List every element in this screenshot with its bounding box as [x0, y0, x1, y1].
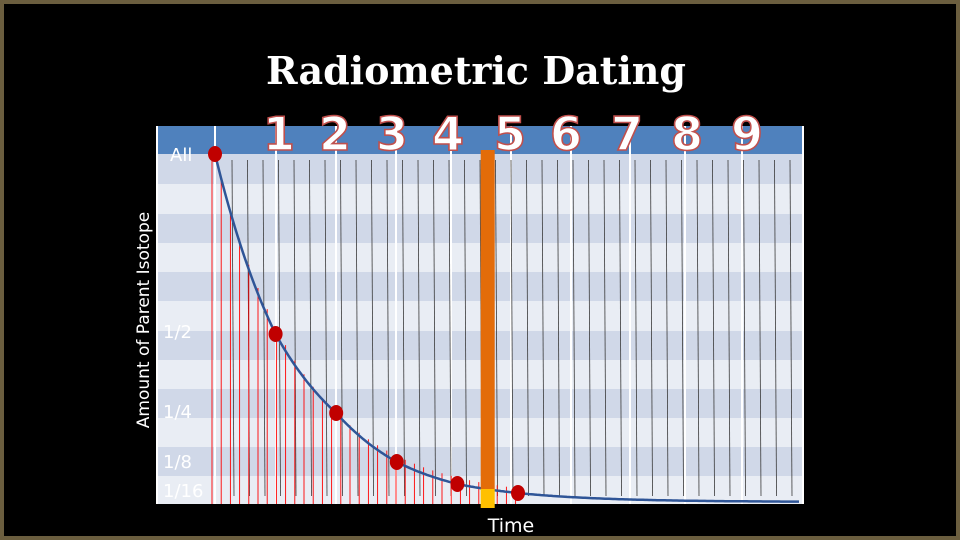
- data-point: [208, 146, 222, 162]
- half-life-number-9: 9: [730, 107, 764, 161]
- header-row: [157, 126, 803, 154]
- table-row: [157, 331, 803, 360]
- data-point: [450, 476, 464, 492]
- half-life-number-4: 4: [431, 107, 465, 161]
- half-life-number-7: 7: [610, 107, 644, 161]
- data-point: [329, 405, 343, 421]
- data-point: [390, 454, 404, 470]
- time-marker-base: [481, 489, 495, 508]
- table-row: [157, 447, 803, 476]
- half-life-number-6: 6: [549, 107, 583, 161]
- half-life-number-5: 5: [493, 107, 527, 161]
- half-life-number-1: 1: [262, 107, 296, 161]
- y-tick-label: 1/4: [163, 402, 192, 423]
- time-marker: [481, 150, 495, 490]
- time-marker-group: [481, 150, 495, 508]
- y-axis-label: Amount of Parent Isotope: [134, 211, 154, 429]
- table-row: [157, 418, 803, 447]
- y-tick-label: All: [170, 145, 193, 166]
- table-row: [157, 243, 803, 272]
- table-row: [157, 360, 803, 389]
- slide-title: Radiometric Dating: [266, 48, 686, 93]
- data-point: [269, 326, 283, 342]
- data-point: [511, 485, 525, 501]
- chart-table: [157, 126, 803, 504]
- half-life-number-2: 2: [318, 107, 352, 161]
- x-axis-label: Time: [487, 515, 535, 537]
- half-life-number-8: 8: [670, 107, 704, 161]
- y-tick-label: 1/2: [163, 322, 192, 343]
- table-row: [157, 389, 803, 418]
- half-life-number-3: 3: [375, 107, 409, 161]
- y-tick-label: 1/8: [163, 452, 192, 473]
- table-row: [157, 301, 803, 331]
- y-tick-label: 1/16: [163, 481, 204, 502]
